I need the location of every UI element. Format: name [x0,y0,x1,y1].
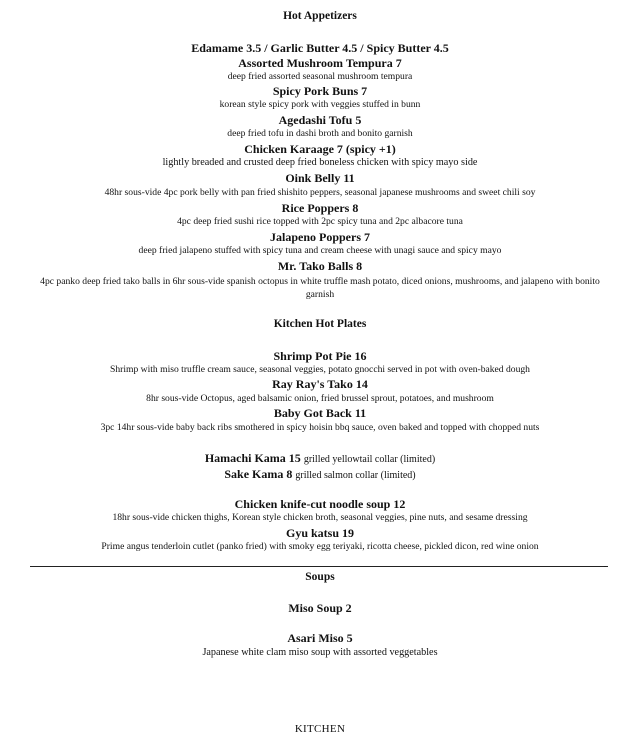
section-divider [30,566,608,567]
menu-item-edamame: Edamame 3.5 / Garlic Butter 4.5 / Spicy Butter 4.5 [191,41,449,55]
menu-item-description: 3pc 14hr sous-vide baby back ribs smothered in spicy hoisin bbq sauce, oven baked and topped with chopped nuts [100,422,540,433]
menu-item-hamachi-kama [0,451,640,466]
section-heading-hot-appetizers: Hot Appetizers [283,10,357,22]
menu-item-title: Jalapeno Poppers 7 [269,230,370,244]
menu-item-title: Miso Soup 2 [288,601,352,615]
menu-item-title: Chicken Karaage 7 (spicy +1) [244,142,396,156]
menu-item-description: korean style spicy pork with veggies stuffed in bunn [219,99,421,110]
menu-item-description: 18hr sous-vide chicken thighs, Korean style chicken broth, seasonal veggies, pine nuts, and sesame dressing [112,512,528,523]
menu-item-title: Agedashi Tofu 5 [278,113,362,127]
menu-item-title: Gyu katsu 19 [285,526,355,540]
menu-item-description: Prime angus tenderloin cutlet (panko fried) with smoky egg teriyaki, ricotta cheese, pickled dicon, red wine onion [101,541,539,552]
menu-item-title: Asari Miso 5 [287,631,353,645]
menu-item-description: Shrimp with miso truffle cream sauce, seasonal veggies, potato gnocchi served in pot with oven-baked dough [110,364,530,375]
menu-item-note: grilled salmon collar (limited) [295,470,416,481]
menu-item-title: Ray Ray's Tako 14 [272,377,368,391]
menu-item-description: 4pc deep fried sushi rice topped with 2pc spicy tuna and 2pc albacore tuna [177,216,463,227]
menu-item-description: lightly breaded and crusted deep fried boneless chicken with spicy mayo side [162,157,478,168]
divider-mark: . [604,560,606,569]
menu-item-title: Spicy Pork Buns 7 [272,84,368,98]
menu-item-title: Oink Belly 11 [285,171,355,185]
menu-item-title: Mr. Tako Balls 8 [277,259,363,273]
menu-item-description: Japanese white clam miso soup with assorted veggetables [202,647,438,658]
page-footer: KITCHEN [294,723,346,735]
menu-item-sake-kama [0,467,640,482]
menu-item-description: 48hr sous-vide 4pc pork belly with pan fried shishito peppers, seasonal japanese mushrooms and sweet chili soy [104,187,536,198]
menu-item-description: deep fried assorted seasonal mushroom tempura [227,71,413,82]
menu-item-title: Chicken knife-cut noodle soup 12 [234,497,406,511]
menu-item-description: deep fried jalapeno stuffed with spicy tuna and cream cheese with unagi sauce and spicy mayo [138,245,502,256]
section-heading-kitchen-hot-plates: Kitchen Hot Plates [273,318,367,330]
menu-item-title: Rice Poppers 8 [281,201,359,215]
section-heading-soups: Soups [305,571,335,583]
menu-item-title: Baby Got Back 11 [273,406,367,420]
menu-item-description: 4pc panko deep fried tako balls in 6hr sous-vide spanish octopus in white truffle mash potato, diced onions, mushrooms, and jalapeno with bonito garnish [40,276,600,300]
menu-item-note: grilled yellowtail collar (limited) [303,454,436,465]
menu-item-description: 8hr sous-vide Octopus, aged balsamic onion, fried brussel sprout, potatoes, and mushroom [146,393,494,404]
menu-item-title: Hamachi Kama 15 [204,451,301,465]
menu-item-title: Shrimp Pot Pie 16 [273,349,367,363]
menu-item-title: Assorted Mushroom Tempura 7 [238,56,402,70]
menu-item-description: deep fried tofu in dashi broth and bonito garnish [227,128,413,139]
menu-item-title: Sake Kama 8 [224,467,293,481]
